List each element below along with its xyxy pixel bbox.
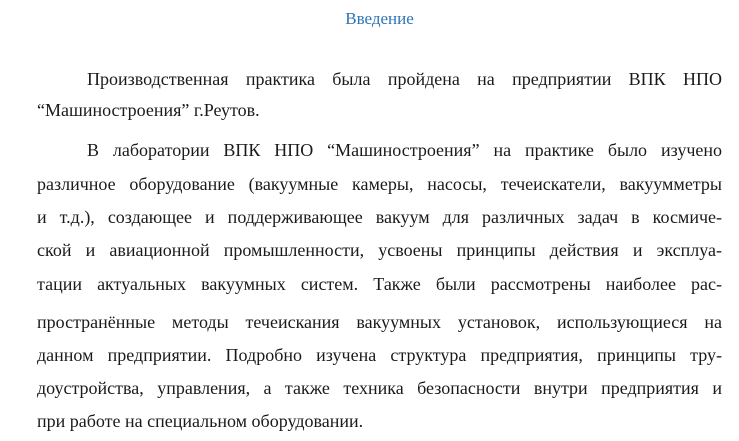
paragraph-2-line-2: различное оборудование (вакуумные камеры, насосы, течеискатели, вакуумметры bbox=[37, 174, 722, 194]
paragraph-2-line-3: и т.д.), создающее и поддерживающее вакуум для различных задач в космиче- bbox=[37, 207, 722, 227]
paragraph-2-line-1: В лаборатории ВПК НПО “Машиностроения” на практике было изучено bbox=[87, 140, 722, 160]
paragraph-2-line-5: тации актуальных вакуумных систем. Также были рассмотрены наиболее рас- bbox=[37, 274, 722, 294]
section-heading: Введение bbox=[345, 9, 414, 28]
paragraph-1-line-2: “Машиностроения” г.Реутов. bbox=[37, 100, 260, 120]
paragraph-2-line-9: при работе на специальном оборудовании. bbox=[37, 411, 364, 431]
paragraph-1-line-1: Производственная практика была пройдена на предприятии ВПК НПО bbox=[87, 69, 722, 89]
paragraph-2-line-4: ской и авиационной промышленности, усвоены принципы действия и эксплуа- bbox=[37, 240, 722, 260]
paragraph-2-line-8: доустройства, управления, а также техника безопасности внутри предприятия и bbox=[37, 378, 722, 398]
paragraph-2-line-7: данном предприятии. Подробно изучена структура предприятия, принципы тру- bbox=[37, 345, 722, 365]
paragraph-2-line-6: пространённые методы течеискания вакуумных установок, использующиеся на bbox=[37, 312, 722, 332]
